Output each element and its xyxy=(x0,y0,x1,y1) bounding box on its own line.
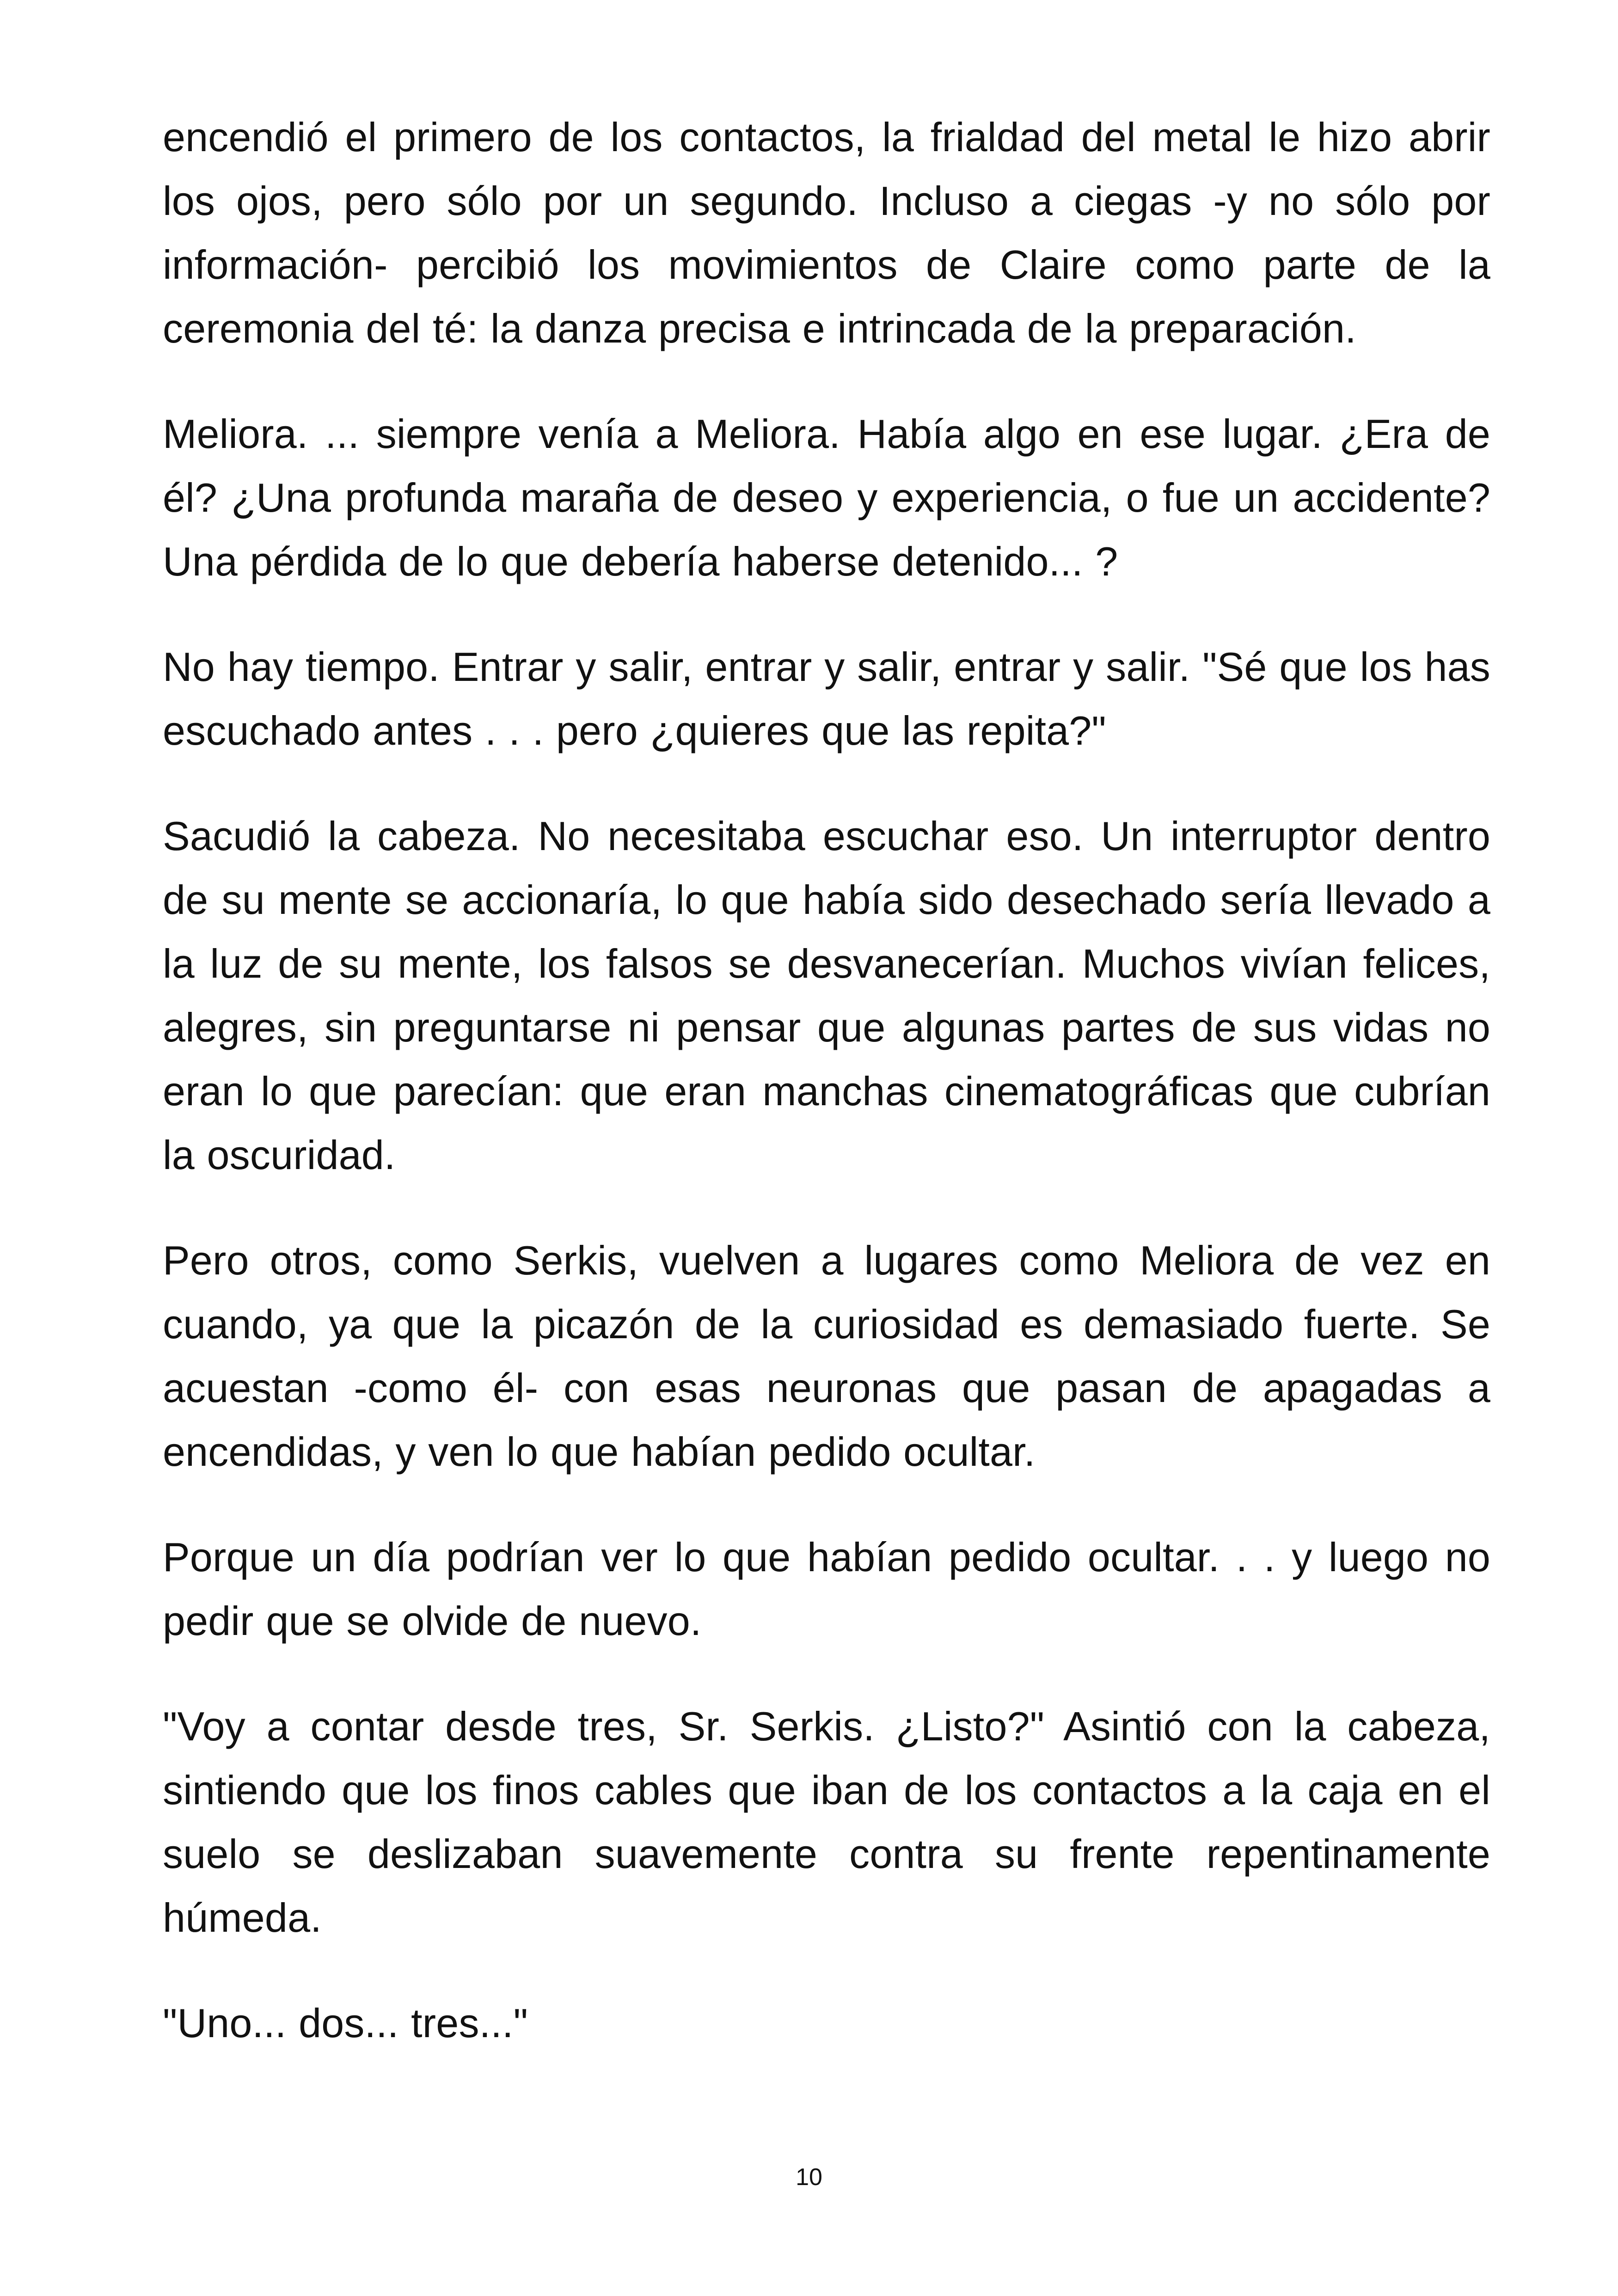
paragraph-6: Porque un día podrían ver lo que habían pedido ocultar. . . y luego no pedir que se olvide de nuevo. xyxy=(163,1534,1490,1644)
page-number: 10 xyxy=(796,2164,822,2191)
paragraph-3: No hay tiempo. Entrar y salir, entrar y salir, entrar y salir. "Sé que los has escuchado antes . . . pero ¿quieres que las repita?" xyxy=(163,644,1490,753)
paragraph-8: "Uno... dos... tres..." xyxy=(163,2000,528,2046)
paragraph-2: Meliora. ... siempre venía a Meliora. Había algo en ese lugar. ¿Era de él? ¿Una profunda maraña de deseo y experiencia, o fue un accidente? Una pérdida de lo que debería haberse detenido... ? xyxy=(163,411,1490,584)
paragraph-1: encendió el primero de los contactos, la frialdad del metal le hizo abrir los ojos, pero sólo por un segundo. Incluso a ciegas -y no sólo por información- percibió los movimientos de Claire como parte de la ceremonia del té: la danza precisa e intrincada de la preparación. xyxy=(163,114,1490,351)
paragraph-7: "Voy a contar desde tres, Sr. Serkis. ¿Listo?" Asintió con la cabeza, sintiendo que los finos cables que iban de los contactos a la caja en el suelo se deslizaban suavemente contra su frente repentinamente húmeda. xyxy=(163,1703,1490,1941)
paragraph-4: Sacudió la cabeza. No necesitaba escuchar eso. Un interruptor dentro de su mente se accionaría, lo que había sido desechado sería llevado a la luz de su mente, los falsos se desvanecerían. Muchos vivían felices, alegres, sin preguntarse ni pensar que algunas partes de sus vidas no eran lo que parecían: que eran manchas cinematográficas que cubrían la oscuridad. xyxy=(163,813,1490,1178)
paragraph-5: Pero otros, como Serkis, vuelven a lugares como Meliora de vez en cuando, ya que la picazón de la curiosidad es demasiado fuerte. Se acuestan -como él- con esas neuronas que pasan de apagadas a encendidas, y ven lo que habían pedido ocultar. xyxy=(163,1237,1490,1475)
body-text xyxy=(163,105,1490,2097)
